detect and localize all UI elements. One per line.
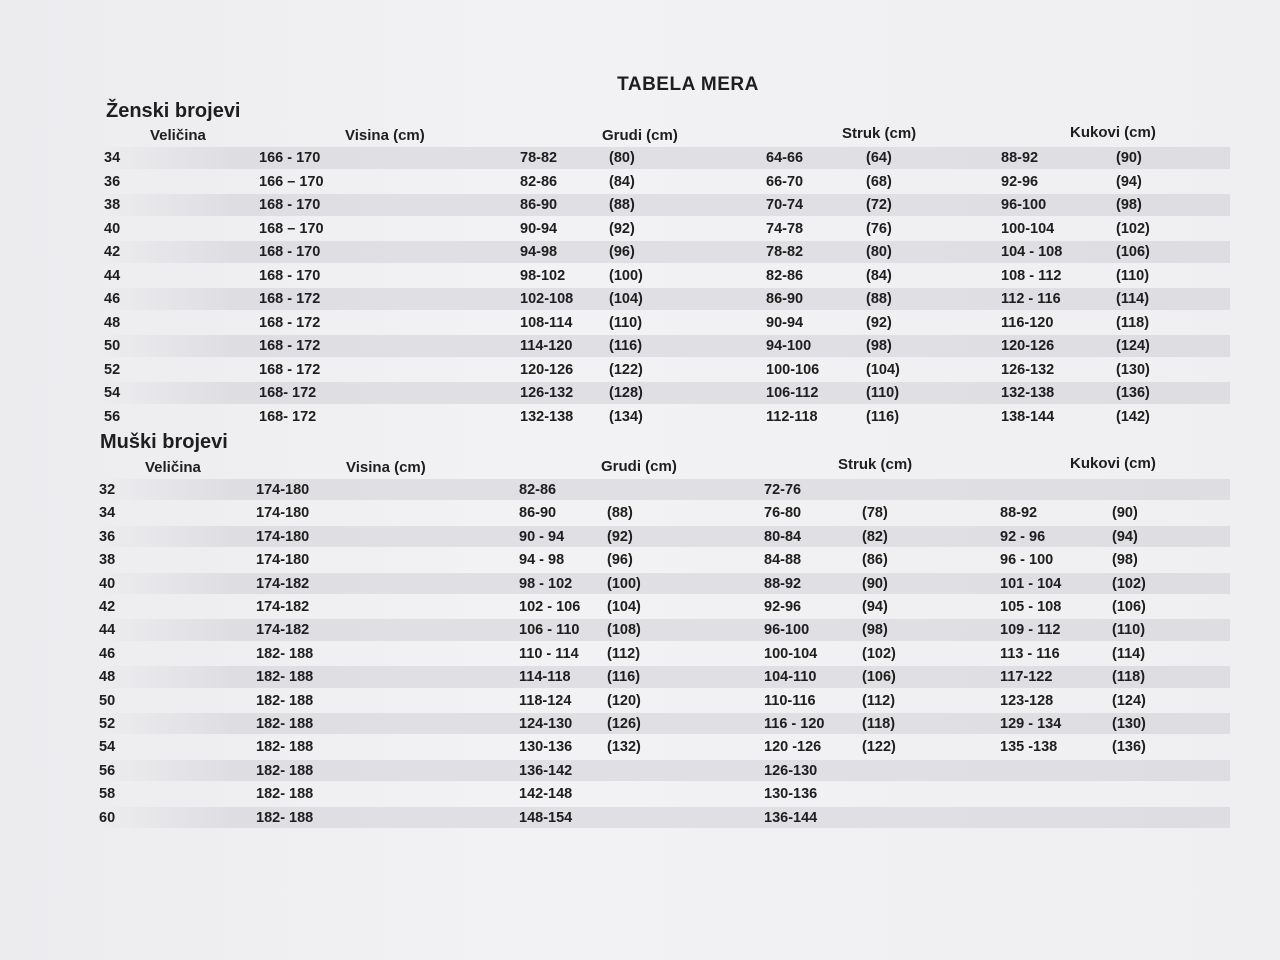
women-header-hips: Kukovi (cm) <box>1070 124 1156 141</box>
cell-chest-range: 124-130 <box>519 716 573 732</box>
cell-chest-value: (96) <box>607 552 633 569</box>
men-header-size: Veličina <box>145 459 201 476</box>
cell-size: 60 <box>99 809 116 826</box>
cell-chest-value: (88) <box>607 505 633 522</box>
cell-waist-range: 84-88 <box>764 552 802 569</box>
women-header-waist: Struk (cm) <box>842 125 917 142</box>
cell-waist-range: 96-100 <box>764 622 810 639</box>
cell-height: 174-182 <box>256 622 310 639</box>
cell-chest-range: 106 - 110 <box>519 622 580 639</box>
cell-chest-value: (100) <box>609 267 643 284</box>
cell-chest-value: (96) <box>609 244 635 260</box>
table-row <box>96 643 1230 664</box>
cell-chest-value: (128) <box>609 385 643 401</box>
cell-hips-value: (118) <box>1116 314 1150 331</box>
cell-size: 40 <box>99 575 116 592</box>
cell-waist-range: 92-96 <box>764 599 802 615</box>
cell-height: 182- 188 <box>256 786 314 803</box>
cell-hips-range: 96-100 <box>1001 197 1047 213</box>
cell-height: 182- 188 <box>256 716 314 732</box>
cell-height: 166 - 170 <box>259 150 321 166</box>
cell-waist-range: 94-100 <box>766 338 812 354</box>
table-row <box>96 502 1230 523</box>
cell-hips-value: (98) <box>1112 552 1138 569</box>
cell-hips-range: 101 - 104 <box>1000 575 1062 592</box>
women-header-chest: Grudi (cm) <box>602 127 678 144</box>
cell-waist-value: (98) <box>866 338 892 354</box>
cell-chest-value: (116) <box>609 338 643 354</box>
cell-hips-range: 126-132 <box>1001 361 1055 378</box>
cell-size: 32 <box>99 482 116 498</box>
cell-waist-range: 130-136 <box>764 786 818 803</box>
cell-chest-range: 130-136 <box>519 739 573 756</box>
cell-height: 182- 188 <box>256 809 314 826</box>
cell-height: 168 - 170 <box>259 197 321 213</box>
cell-hips-value: (124) <box>1112 692 1146 709</box>
cell-height: 166 – 170 <box>259 173 324 190</box>
table-row <box>96 619 1230 640</box>
cell-height: 174-182 <box>256 599 310 615</box>
cell-size: 48 <box>104 314 121 331</box>
cell-height: 168 - 172 <box>259 361 321 378</box>
cell-height: 182- 188 <box>256 739 314 756</box>
cell-chest-value: (132) <box>607 739 641 756</box>
cell-height: 168 - 172 <box>259 314 321 331</box>
cell-hips-value: (110) <box>1112 622 1146 639</box>
cell-hips-value: (94) <box>1112 528 1138 545</box>
cell-height: 168 - 172 <box>259 291 321 307</box>
cell-waist-range: 100-104 <box>764 645 818 662</box>
table-row <box>96 690 1230 711</box>
cell-waist-range: 64-66 <box>766 150 804 166</box>
page-title: TABELA MERA <box>617 74 759 95</box>
cell-hips-range: 92 - 96 <box>1000 528 1046 545</box>
cell-waist-value: (78) <box>862 505 888 522</box>
cell-hips-range: 129 - 134 <box>1000 716 1062 732</box>
cell-size: 36 <box>99 528 116 545</box>
cell-waist-value: (112) <box>862 692 896 709</box>
cell-hips-range: 88-92 <box>1000 505 1038 522</box>
table-row <box>96 312 1230 334</box>
cell-size: 50 <box>99 692 116 709</box>
cell-waist-range: 80-84 <box>764 528 802 545</box>
cell-size: 58 <box>99 786 116 803</box>
cell-height: 174-180 <box>256 528 310 545</box>
cell-size: 54 <box>104 385 121 401</box>
cell-hips-value: (102) <box>1116 220 1150 237</box>
cell-chest-range: 136-142 <box>519 762 573 779</box>
cell-size: 46 <box>99 645 116 662</box>
cell-chest-range: 86-90 <box>520 197 558 213</box>
table-row <box>96 736 1230 757</box>
cell-waist-range: 72-76 <box>764 482 802 498</box>
cell-chest-range: 94 - 98 <box>519 552 565 569</box>
men-section-title: Muški brojevi <box>100 431 228 453</box>
cell-height: 168- 172 <box>259 408 317 425</box>
cell-waist-range: 82-86 <box>766 267 804 284</box>
cell-waist-range: 136-144 <box>764 809 818 826</box>
table-row <box>96 807 1230 828</box>
cell-size: 40 <box>104 220 121 237</box>
cell-size: 52 <box>104 361 121 378</box>
table-row <box>96 526 1230 547</box>
cell-chest-range: 126-132 <box>520 385 574 401</box>
cell-height: 182- 188 <box>256 762 314 779</box>
cell-chest-range: 98-102 <box>520 267 566 284</box>
cell-waist-range: 88-92 <box>764 575 802 592</box>
cell-waist-range: 76-80 <box>764 505 802 522</box>
cell-chest-value: (84) <box>609 173 635 190</box>
table-row <box>96 194 1230 216</box>
cell-waist-value: (106) <box>862 669 896 686</box>
cell-hips-value: (114) <box>1112 645 1146 662</box>
cell-height: 168 - 172 <box>259 338 321 354</box>
table-row <box>96 335 1230 357</box>
table-row <box>96 596 1230 617</box>
cell-waist-value: (94) <box>862 599 888 615</box>
cell-hips-value: (136) <box>1112 739 1146 756</box>
table-row <box>96 288 1230 310</box>
cell-chest-value: (126) <box>607 716 641 732</box>
cell-waist-value: (116) <box>866 408 900 425</box>
table-row <box>96 573 1230 594</box>
cell-hips-range: 113 - 116 <box>1000 645 1060 662</box>
cell-chest-range: 94-98 <box>520 244 558 260</box>
cell-hips-value: (110) <box>1116 267 1150 284</box>
cell-hips-range: 117-122 <box>1000 669 1053 686</box>
table-row <box>96 783 1230 804</box>
cell-waist-range: 110-116 <box>764 692 816 709</box>
cell-waist-value: (110) <box>866 385 900 401</box>
cell-height: 182- 188 <box>256 645 314 662</box>
cell-chest-range: 82-86 <box>519 482 557 498</box>
cell-waist-range: 112-118 <box>766 408 818 425</box>
cell-chest-value: (120) <box>607 692 641 709</box>
cell-size: 54 <box>99 739 116 756</box>
cell-chest-value: (100) <box>607 575 641 592</box>
men-header-chest: Grudi (cm) <box>601 458 677 475</box>
cell-hips-value: (94) <box>1116 173 1142 190</box>
cell-height: 174-180 <box>256 482 310 498</box>
cell-waist-value: (92) <box>866 314 892 331</box>
women-header-height: Visina (cm) <box>345 127 425 144</box>
cell-size: 38 <box>104 197 121 213</box>
cell-chest-range: 114-120 <box>520 338 573 354</box>
cell-hips-range: 138-144 <box>1001 408 1055 425</box>
cell-size: 50 <box>104 338 121 354</box>
cell-height: 182- 188 <box>256 669 314 686</box>
cell-chest-range: 132-138 <box>520 408 574 425</box>
table-row <box>96 549 1230 570</box>
cell-hips-range: 132-138 <box>1001 385 1055 401</box>
cell-size: 34 <box>99 505 116 522</box>
cell-hips-range: 104 - 108 <box>1001 244 1063 260</box>
cell-waist-value: (82) <box>862 528 888 545</box>
cell-waist-value: (80) <box>866 244 892 260</box>
cell-waist-value: (122) <box>862 739 896 756</box>
cell-chest-range: 98 - 102 <box>519 575 573 592</box>
cell-chest-value: (134) <box>609 408 643 425</box>
cell-waist-value: (76) <box>866 220 892 237</box>
cell-chest-range: 120-126 <box>520 361 574 378</box>
cell-hips-value: (124) <box>1116 338 1150 354</box>
cell-waist-range: 116 - 120 <box>764 716 825 732</box>
men-header-height: Visina (cm) <box>346 459 426 476</box>
cell-hips-value: (130) <box>1112 716 1146 732</box>
cell-size: 46 <box>104 291 121 307</box>
cell-waist-range: 78-82 <box>766 244 804 260</box>
cell-waist-range: 104-110 <box>764 669 817 686</box>
table-row <box>96 265 1230 287</box>
cell-chest-value: (122) <box>609 361 643 378</box>
cell-hips-range: 135 -138 <box>1000 739 1058 756</box>
cell-hips-range: 92-96 <box>1001 173 1039 190</box>
cell-size: 48 <box>99 669 116 686</box>
cell-waist-range: 74-78 <box>766 220 804 237</box>
cell-hips-range: 109 - 112 <box>1000 622 1061 639</box>
cell-hips-range: 120-126 <box>1001 338 1055 354</box>
cell-waist-value: (98) <box>862 622 888 639</box>
cell-height: 174-180 <box>256 505 310 522</box>
cell-waist-value: (64) <box>866 150 892 166</box>
cell-waist-range: 70-74 <box>766 197 804 213</box>
cell-waist-range: 90-94 <box>766 314 804 331</box>
cell-chest-range: 78-82 <box>520 150 558 166</box>
cell-waist-value: (104) <box>866 361 900 378</box>
cell-chest-range: 114-118 <box>519 669 571 686</box>
cell-size: 42 <box>104 244 121 260</box>
table-row <box>96 479 1230 500</box>
cell-hips-value: (98) <box>1116 197 1142 213</box>
cell-size: 38 <box>99 552 116 569</box>
cell-waist-value: (88) <box>866 291 892 307</box>
cell-waist-range: 106-112 <box>766 385 819 401</box>
cell-hips-value: (118) <box>1112 669 1146 686</box>
cell-chest-value: (104) <box>609 291 643 307</box>
table-row <box>96 406 1230 428</box>
cell-waist-value: (118) <box>862 716 896 732</box>
cell-height: 174-180 <box>256 552 310 569</box>
cell-chest-range: 108-114 <box>520 314 573 331</box>
cell-chest-range: 102 - 106 <box>519 599 581 615</box>
cell-size: 36 <box>104 173 121 190</box>
cell-hips-value: (106) <box>1116 244 1150 260</box>
cell-chest-range: 148-154 <box>519 809 573 826</box>
cell-hips-range: 100-104 <box>1001 220 1055 237</box>
cell-hips-value: (142) <box>1116 408 1150 425</box>
women-header-size: Veličina <box>150 127 206 144</box>
women-section-title: Ženski brojevi <box>106 100 241 122</box>
cell-chest-range: 102-108 <box>520 291 574 307</box>
cell-chest-value: (110) <box>609 314 643 331</box>
cell-hips-range: 105 - 108 <box>1000 599 1062 615</box>
cell-chest-value: (88) <box>609 197 635 213</box>
men-header-hips: Kukovi (cm) <box>1070 455 1156 472</box>
cell-chest-value: (104) <box>607 599 641 615</box>
cell-waist-value: (86) <box>862 552 888 569</box>
cell-height: 168 – 170 <box>259 220 324 237</box>
cell-chest-range: 110 - 114 <box>519 645 579 662</box>
cell-hips-value: (90) <box>1116 150 1142 166</box>
cell-hips-range: 112 - 116 <box>1001 291 1061 307</box>
cell-chest-value: (80) <box>609 150 635 166</box>
cell-chest-range: 90 - 94 <box>519 528 565 545</box>
cell-chest-value: (108) <box>607 622 641 639</box>
table-row <box>96 218 1230 240</box>
cell-chest-range: 86-90 <box>519 505 557 522</box>
cell-waist-value: (84) <box>866 267 892 284</box>
cell-waist-range: 120 -126 <box>764 739 822 756</box>
cell-waist-range: 66-70 <box>766 173 804 190</box>
cell-size: 34 <box>104 150 121 166</box>
cell-chest-range: 142-148 <box>519 786 573 803</box>
cell-hips-range: 96 - 100 <box>1000 552 1054 569</box>
cell-chest-range: 82-86 <box>520 173 558 190</box>
cell-chest-value: (116) <box>607 669 641 686</box>
men-header-waist: Struk (cm) <box>838 456 913 473</box>
cell-hips-value: (136) <box>1116 385 1150 401</box>
cell-hips-range: 88-92 <box>1001 150 1039 166</box>
cell-waist-value: (102) <box>862 645 896 662</box>
cell-size: 56 <box>104 408 121 425</box>
cell-size: 52 <box>99 716 116 732</box>
cell-size: 44 <box>104 267 121 284</box>
cell-hips-range: 108 - 112 <box>1001 267 1062 284</box>
cell-height: 168- 172 <box>259 385 317 401</box>
cell-hips-value: (102) <box>1112 575 1146 592</box>
table-row <box>96 382 1230 404</box>
table-row <box>96 359 1230 381</box>
cell-hips-range: 116-120 <box>1001 314 1054 331</box>
cell-chest-range: 90-94 <box>520 220 558 237</box>
cell-waist-value: (90) <box>862 575 888 592</box>
table-row <box>96 241 1230 263</box>
cell-height: 182- 188 <box>256 692 314 709</box>
cell-size: 42 <box>99 599 116 615</box>
cell-chest-value: (92) <box>609 220 635 237</box>
cell-chest-value: (112) <box>607 645 641 662</box>
cell-size: 56 <box>99 762 116 779</box>
cell-hips-value: (90) <box>1112 505 1138 522</box>
cell-size: 44 <box>99 622 116 639</box>
cell-chest-value: (92) <box>607 528 633 545</box>
cell-hips-value: (130) <box>1116 361 1150 378</box>
table-row <box>96 713 1230 734</box>
cell-chest-range: 118-124 <box>519 692 572 709</box>
cell-hips-range: 123-128 <box>1000 692 1054 709</box>
table-row <box>96 666 1230 687</box>
cell-height: 174-182 <box>256 575 310 592</box>
table-row <box>96 147 1230 169</box>
cell-hips-value: (114) <box>1116 291 1150 307</box>
table-row <box>96 171 1230 193</box>
cell-waist-range: 126-130 <box>764 762 818 779</box>
cell-waist-value: (68) <box>866 173 892 190</box>
cell-waist-range: 100-106 <box>766 361 820 378</box>
table-row <box>96 760 1230 781</box>
cell-height: 168 - 170 <box>259 244 321 260</box>
cell-height: 168 - 170 <box>259 267 321 284</box>
cell-waist-value: (72) <box>866 197 892 213</box>
cell-waist-range: 86-90 <box>766 291 804 307</box>
cell-hips-value: (106) <box>1112 599 1146 615</box>
